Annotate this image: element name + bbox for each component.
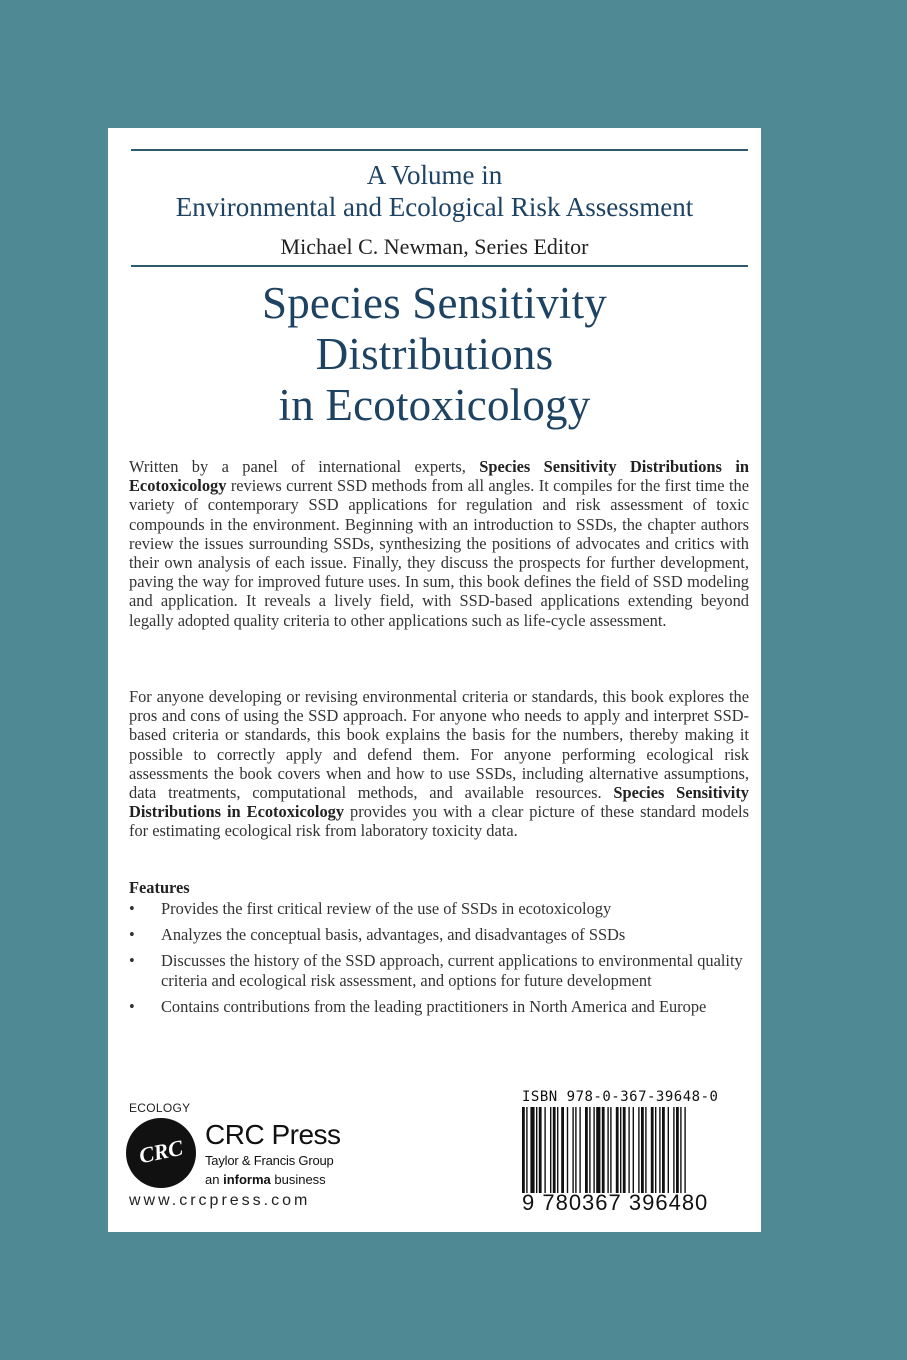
barcode-bar [536, 1107, 537, 1193]
barcode-bar [579, 1107, 580, 1193]
barcode-bar [616, 1107, 619, 1193]
bullet-icon: • [129, 899, 135, 918]
features-heading: Features [129, 878, 190, 897]
book-title-line-3: in Ecotoxicology [278, 380, 591, 430]
barcode-bar [620, 1107, 621, 1193]
barcode-bar [659, 1107, 660, 1193]
feature-text: Provides the first critical review of the use of SSDs in ecotoxicology [161, 899, 612, 918]
book-title-line-1: Species Sensitivity [261, 278, 608, 328]
feature-text: Contains contributions from the leading practitioners in North America and Europe [161, 996, 707, 1016]
back-cover-panel [108, 128, 761, 1232]
bullet-icon: • [129, 996, 135, 1016]
barcode-bar [593, 1107, 594, 1193]
barcode-bar [539, 1107, 542, 1193]
features-list [129, 899, 749, 1023]
barcode-bar [680, 1107, 681, 1193]
barcode-bar [633, 1107, 634, 1193]
barcode-bar [645, 1107, 646, 1193]
feature-item [129, 997, 749, 1016]
para1-book-title: Species Sensitivity Distributions in Ecotoxicology [129, 457, 750, 496]
barcode-bar [607, 1107, 608, 1193]
publisher-website: www.crcpress.com [129, 1192, 311, 1209]
barcode-bar [589, 1107, 590, 1193]
bullet-icon: • [129, 925, 135, 945]
para2-rest: provides you with a clear picture of these standard models for estimating ecological risk from laboratory toxicity data. [129, 802, 749, 841]
barcode-bar [668, 1107, 669, 1193]
barcode-bar [655, 1107, 656, 1193]
crc-logo-text: CRC [136, 1134, 186, 1169]
barcode-bar [684, 1107, 685, 1193]
publisher-name: CRC Press [205, 1119, 341, 1150]
feature-text: Analyzes the conceptual basis, advantages, and disadvantages of SSDs [161, 925, 626, 945]
barcode-bar [596, 1107, 600, 1193]
bullet-icon: • [129, 951, 135, 971]
subject-category: ECOLOGY [129, 1101, 191, 1115]
barcode-bar [561, 1107, 564, 1193]
publisher-informa [205, 1172, 326, 1187]
isbn-digits: 9 780367 396480 [522, 1190, 709, 1215]
bottom-divider [131, 265, 748, 267]
barcode-bar [638, 1107, 639, 1193]
barcode-bar [585, 1107, 588, 1193]
informa-brand: informa [223, 1172, 271, 1187]
book-title-line-2: Distributions [315, 329, 554, 379]
barcode-bar [662, 1107, 665, 1193]
barcode-bar [673, 1107, 674, 1193]
barcode-bar [623, 1107, 626, 1193]
series-label: A Volume in [366, 160, 503, 190]
barcode-bar [526, 1107, 527, 1193]
barcode-bar [641, 1107, 644, 1193]
informa-prefix: an [205, 1172, 224, 1187]
top-divider [131, 149, 748, 151]
barcode-bar [575, 1107, 576, 1193]
barcode-bar [553, 1107, 556, 1193]
barcode-bar [572, 1107, 573, 1193]
barcode-bar [550, 1107, 551, 1193]
barcode-bar [522, 1107, 525, 1193]
barcode-bar [567, 1107, 568, 1193]
para1-intro: Written by a panel of international experts, [129, 457, 480, 476]
para2-book-title: Species Sensitivity Distributions in Ecotoxicology [129, 783, 749, 822]
para2-intro: For anyone developing or revising environmental criteria or standards, this book explores the pros and cons of using the SSD approach. For anyone who needs to apply and interpret SSD-based criteria or standards, this book explains the basis for the numbers, thereby making it possible to correctly apply and defend them. For anyone performing ecological risk assessments the book covers when and how to use SSDs, including alternative assumptions, data treatments, computational methods, and available resources. [129, 687, 749, 803]
barcode-bar [651, 1107, 654, 1193]
series-name: Environmental and Ecological Risk Assessment [175, 192, 694, 222]
barcode-bar [530, 1107, 534, 1193]
description-paragraph-2 [129, 687, 749, 841]
feature-item [129, 951, 749, 989]
barcode-icon [522, 1107, 744, 1193]
barcode-bar [676, 1107, 679, 1193]
book-title [108, 278, 761, 431]
barcode-bar [557, 1107, 558, 1193]
feature-text: Discusses the history of the SSD approach, current applications to environmental quality criteria and ecological risk assessment, and options for future development [161, 951, 743, 990]
para1-rest: reviews current SSD methods from all angles. It compiles for the first time the variety of contemporary SSD applications for regulation and risk assessment of toxic compounds in the environment. Beginning with an introduction to SSDs, the chapter authors review the issues surrounding SSDs, synthesizing the positions of advocates and critics with their own analysis of each issue. Finally, they discuss the prospects for further development, paving the way for improved future uses. In sum, this book defines the field of SSD modeling and application. It reveals a lively field, with SSD-based applications extending beyond legally adopted quality criteria to other applications such as life-cycle assessment. [129, 476, 749, 630]
feature-item [129, 925, 749, 944]
barcode-bar [628, 1107, 629, 1193]
publisher-group: Taylor & Francis Group [205, 1153, 334, 1168]
description-paragraph-1 [129, 457, 749, 630]
feature-item [129, 899, 749, 918]
barcode-bar [602, 1107, 605, 1193]
informa-suffix: business [270, 1172, 326, 1187]
isbn-label: ISBN 978-0-367-39648-0 [522, 1089, 719, 1105]
barcode-bar [544, 1107, 545, 1193]
barcode-bar [610, 1107, 611, 1193]
crc-logo-icon [126, 1118, 196, 1188]
series-editor: Michael C. Newman, Series Editor [280, 234, 589, 259]
